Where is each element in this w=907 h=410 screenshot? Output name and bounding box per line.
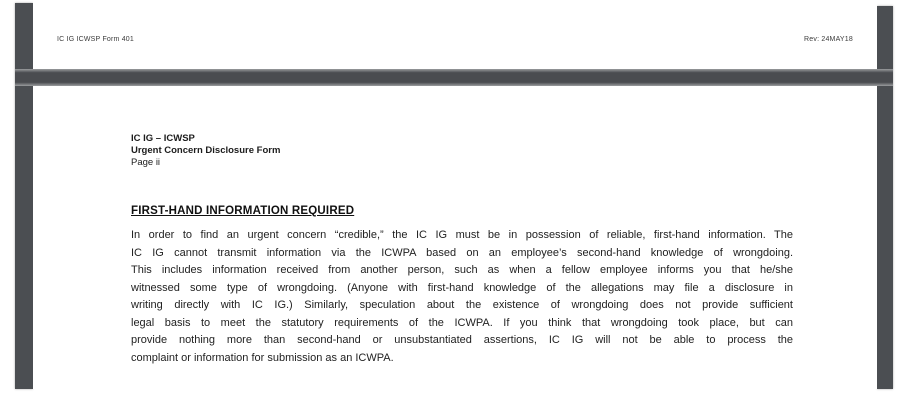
page-number-label: Page ii (131, 156, 161, 168)
section-heading: FIRST-HAND INFORMATION REQUIRED (131, 205, 355, 217)
viewer-background-right-bar (877, 6, 893, 389)
revision-date-footer: Rev: 24MAY18 (804, 36, 853, 43)
form-number-footer: IC IG ICWSP Form 401 (57, 36, 134, 43)
page-2 (33, 86, 877, 389)
body-paragraph (131, 227, 793, 367)
paragraph-line: IC IG cannot transmit information via the ICWPA based on an employee’s second-hand knowledge of wrongdoing. (131, 246, 793, 259)
paragraph-line: In order to find an urgent concern “credible,” the IC IG must be in possession of reliable, first-hand information. The (131, 229, 793, 241)
paragraph-line: complaint or information for submission as an ICWPA. (131, 351, 394, 364)
paragraph-line: witnessed some type of wrongdoing. (Anyone with first-hand knowledge of the allegations may file a disclosure in (131, 281, 793, 294)
paragraph-line: writing directly with IC IG.) Similarly, speculation about the existence of wrongdoing does not provide sufficient (131, 299, 793, 311)
viewer-background-left-bar (15, 3, 33, 389)
page-1-bottom-fragment (33, 0, 877, 69)
page-separator-gap (15, 69, 893, 86)
form-title-line-1: IC IG – ICWSP (131, 133, 195, 144)
paragraph-line: legal basis to meet the statutory requirements of the ICWPA. If you think that wrongdoing took place, but can (131, 316, 793, 329)
form-title-line-2: Urgent Concern Disclosure Form (131, 144, 281, 156)
document-header-block (131, 133, 280, 168)
paragraph-line: This includes information received from another person, such as when a fellow employee informs you that he/she (131, 264, 793, 276)
paragraph-line: provide nothing more than second-hand or unsubstantiated assertions, IC IG will not be able to process the (131, 334, 793, 346)
